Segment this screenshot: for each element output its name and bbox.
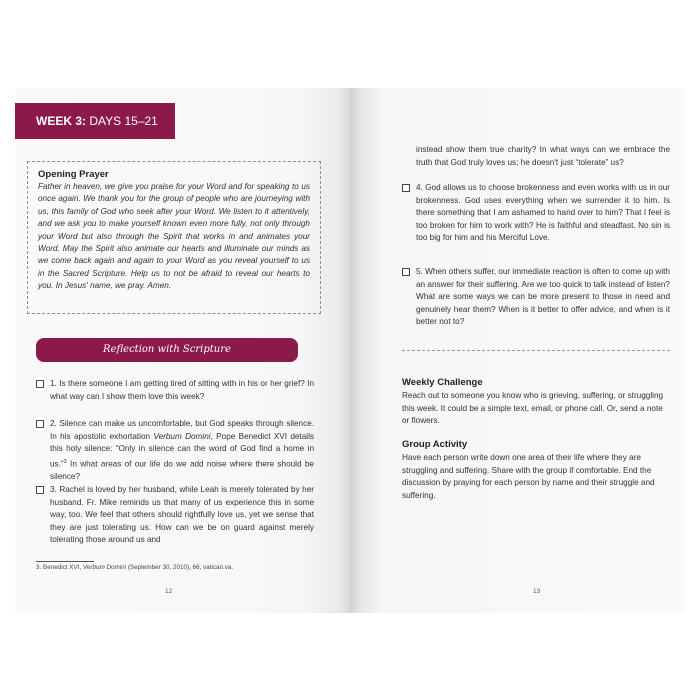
- week-banner-days: DAYS 15–21: [89, 114, 158, 128]
- checkbox-icon[interactable]: [402, 268, 410, 276]
- page-number-right: 13: [533, 588, 541, 595]
- book-spread: [15, 88, 685, 613]
- question-2-text-c: In what areas of our life do we add noise where there should be silence?: [50, 459, 314, 482]
- group-activity-text: Have each person write down one area of their life where they are struggling and suffering. Share with the group if comfortable. End the discussion by praying for each person by name and their struggle and suffering.: [402, 453, 655, 500]
- weekly-challenge-title: Weekly Challenge: [402, 377, 483, 388]
- opening-prayer-text: Father in heaven, we give you praise for your Word and for speaking to us once again. We thank you for the group of people who are journeying with us, this family of God who seek after your Word. We listen to it attentively, and we ask you to make yourself known even more fully, not only through your Word but also through the Spirit that works in and animates your Word. May the Spirit also animate our hearts and illuminate our minds as we come back again and again to your Word as you reveal yourself to us in the Sacred Scripture. Help us to not be afraid to reveal our hearts to you. In Jesus' name, we pray. Amen.: [38, 182, 310, 291]
- group-activity-title: Group Activity: [402, 439, 468, 450]
- question-2-text-b: , Pope Benedict XVI details this holy silence: “Only in silence can the word of God find a home in us.”: [50, 431, 314, 469]
- question-2-italic: Verbum Domini: [153, 431, 211, 441]
- checkbox-icon[interactable]: [36, 380, 44, 388]
- right-page: [350, 88, 685, 613]
- footnote-b: (September 30, 2010), 66, vatican.va.: [126, 564, 234, 571]
- checkbox-icon[interactable]: [36, 486, 44, 494]
- question-3-continuation: instead show them true charity? In what ways can we embrace the truth that God truly loves us; he doesn't just “tolerate” us?: [416, 145, 670, 167]
- footnote-mark: 3: [63, 458, 67, 465]
- week-banner-bold: WEEK 3:: [36, 114, 87, 128]
- week-banner: [15, 103, 175, 139]
- footnote-a: 3. Benedict XVI,: [36, 564, 83, 571]
- question-5: [402, 266, 670, 329]
- question-2: [36, 418, 314, 484]
- footnote: [36, 564, 233, 571]
- question-3: [36, 484, 314, 547]
- question-1: [36, 378, 314, 403]
- question-2-text: [36, 418, 314, 484]
- opening-prayer-box: [27, 161, 321, 314]
- page-number-left: 12: [165, 588, 173, 595]
- section-divider: [402, 350, 670, 351]
- footnote-rule: [36, 561, 94, 562]
- checkbox-icon[interactable]: [402, 184, 410, 192]
- question-4: [402, 182, 670, 245]
- question-4-text: 4. God allows us to choose brokenness and even works with us in our brokenness. God uses everything when we surrender it to him. Is there something that I am ashamed to hand over to him? That I feel is too broken for him to work with? He is faithful and steadfast. No sin is too big for him and his Merciful Love.: [416, 183, 670, 243]
- question-1-text: 1. Is there someone I am getting tired of sitting with in his or her grief? In what way can I show them love this week?: [50, 379, 314, 401]
- question-3-text: 3. Rachel is loved by her husband, while Leah is merely tolerated by her husband. Fr. Mike reminds us that many of us experience this in some way, too. We feel that others should rightfully love us, yet we sense that they are just tolerating us. How can we be on guard against merely tolerating those around us and: [50, 485, 314, 545]
- opening-prayer-title: Opening Prayer: [38, 169, 109, 180]
- reflection-header: Reflection with Scripture: [36, 338, 298, 362]
- question-2-text-a: 2. Silence can make us uncomfortable, but God speaks through silence. In his apostolic exhortation: [50, 419, 314, 441]
- left-page: [15, 88, 350, 613]
- weekly-challenge-text: Reach out to someone you know who is grieving, suffering, or struggling this week. It could be a simple text, email, or phone call. Or, send a note or flowers.: [402, 391, 664, 426]
- checkbox-icon[interactable]: [36, 420, 44, 428]
- footnote-italic: Verbum Domini: [82, 564, 127, 571]
- question-5-text: 5. When others suffer, our immediate reaction is often to come up with an answer for their suffering. Are we too quick to talk instead of listen? What are some ways we can be more present to those in need and genuinely hear them? When is it better to offer advice, and when is it better not to?: [416, 267, 670, 327]
